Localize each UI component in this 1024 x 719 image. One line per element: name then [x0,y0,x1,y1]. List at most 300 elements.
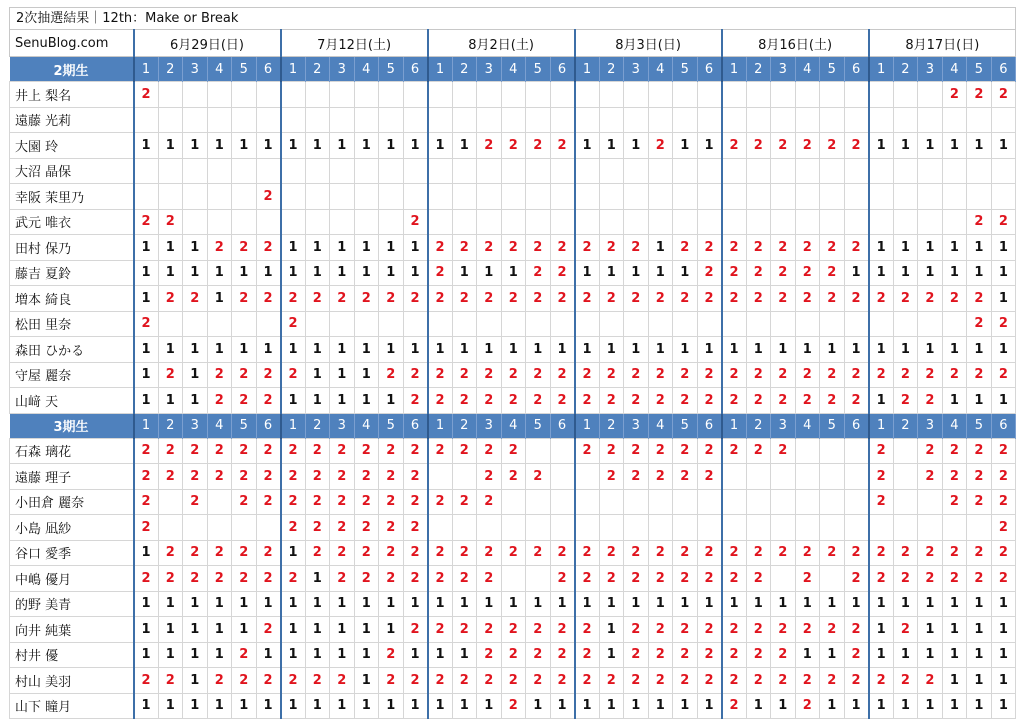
result-cell: 1 [305,566,330,592]
result-cell: 2 [158,540,183,566]
result-cell: 2 [624,438,649,464]
result-cell [893,209,918,235]
member-row [10,133,1016,159]
result-cell: 2 [697,668,722,694]
result-cell: 1 [942,642,967,668]
member-row [10,566,1016,592]
result-cell: 2 [575,617,600,643]
result-cell: 2 [599,566,624,592]
result-cell: 2 [232,235,257,261]
result-cell: 1 [281,235,306,261]
result-cell [403,184,428,210]
part-number: 3 [624,413,649,438]
result-cell [722,311,747,337]
result-cell: 1 [256,260,281,286]
result-cell [722,184,747,210]
result-cell: 1 [452,591,477,617]
result-cell [795,311,820,337]
result-cell: 2 [330,286,355,312]
result-cell: 1 [599,693,624,719]
result-cell [746,489,771,515]
result-cell: 2 [746,388,771,414]
result-cell: 2 [869,566,894,592]
member-row [10,617,1016,643]
result-cell [134,184,159,210]
result-cell [599,489,624,515]
result-cell [183,311,208,337]
result-cell: 1 [820,337,845,363]
result-cell: 1 [134,617,159,643]
result-cell: 2 [942,82,967,108]
result-cell: 2 [746,133,771,159]
result-cell: 1 [305,362,330,388]
member-row [10,642,1016,668]
result-cell: 2 [820,362,845,388]
result-cell: 1 [281,388,306,414]
result-cell [305,82,330,108]
part-number: 5 [379,413,404,438]
result-cell [673,107,698,133]
result-cell [550,107,575,133]
result-cell [330,82,355,108]
result-cell [722,464,747,490]
result-cell: 1 [844,260,869,286]
result-cell: 2 [232,438,257,464]
result-cell: 1 [599,591,624,617]
result-cell: 2 [232,668,257,694]
result-cell [697,107,722,133]
part-number: 3 [771,413,796,438]
result-cell: 2 [673,388,698,414]
result-cell: 1 [673,693,698,719]
result-cell: 1 [330,388,355,414]
result-cell: 1 [550,337,575,363]
result-cell [403,82,428,108]
part-number: 4 [795,57,820,82]
result-cell: 1 [281,540,306,566]
result-cell: 1 [281,617,306,643]
member-row [10,337,1016,363]
result-cell: 2 [477,566,502,592]
result-cell [379,158,404,184]
result-cell [207,311,232,337]
result-cell [820,311,845,337]
result-cell: 2 [134,668,159,694]
part-number: 1 [869,413,894,438]
result-cell: 1 [354,642,379,668]
result-cell: 1 [771,337,796,363]
result-cell [575,184,600,210]
result-cell: 1 [991,133,1016,159]
result-cell: 2 [844,668,869,694]
result-cell: 2 [918,540,943,566]
result-cell: 2 [379,438,404,464]
result-cell: 2 [820,668,845,694]
part-number: 5 [232,57,257,82]
result-cell [158,515,183,541]
result-cell: 1 [477,591,502,617]
part-number: 4 [648,57,673,82]
part-number: 1 [134,413,159,438]
result-cell [158,107,183,133]
result-cell: 2 [452,235,477,261]
result-cell [746,107,771,133]
result-cell [869,82,894,108]
result-cell: 1 [354,133,379,159]
member-name: 幸阪 茉里乃 [10,184,134,210]
result-cell: 2 [599,668,624,694]
result-cell [330,209,355,235]
result-cell: 1 [452,133,477,159]
result-cell: 2 [158,362,183,388]
result-cell: 1 [991,617,1016,643]
result-cell: 2 [991,489,1016,515]
result-cell [232,515,257,541]
result-cell: 1 [330,235,355,261]
result-cell [991,107,1016,133]
result-cell [501,311,526,337]
result-cell: 2 [746,362,771,388]
date-header: 8月2日(土) [428,30,575,57]
result-cell: 2 [918,464,943,490]
result-cell: 1 [207,337,232,363]
result-cell [428,184,453,210]
result-cell [795,515,820,541]
member-row [10,158,1016,184]
result-cell: 1 [942,133,967,159]
result-cell: 2 [379,362,404,388]
result-cell: 1 [624,260,649,286]
result-cell: 1 [354,337,379,363]
part-number: 3 [918,57,943,82]
result-cell: 2 [575,235,600,261]
part-number: 6 [844,413,869,438]
result-cell: 2 [575,388,600,414]
result-cell [452,82,477,108]
result-cell: 2 [526,133,551,159]
result-cell: 1 [403,260,428,286]
result-cell: 2 [477,362,502,388]
result-cell: 2 [526,235,551,261]
member-name: 向井 純葉 [10,617,134,643]
result-cell: 2 [697,388,722,414]
result-cell: 1 [820,591,845,617]
result-cell: 1 [183,388,208,414]
result-cell: 2 [820,260,845,286]
result-cell: 2 [942,286,967,312]
result-cell: 2 [428,438,453,464]
result-cell [550,438,575,464]
result-cell [967,107,992,133]
result-cell: 1 [942,693,967,719]
result-cell [477,209,502,235]
result-cell: 1 [330,642,355,668]
result-cell [305,209,330,235]
result-cell: 2 [844,286,869,312]
part-number: 5 [526,57,551,82]
result-cell: 2 [330,438,355,464]
part-number: 2 [158,57,183,82]
result-cell: 1 [967,388,992,414]
result-cell: 1 [403,337,428,363]
result-cell: 2 [158,464,183,490]
result-cell [256,209,281,235]
result-cell: 2 [795,668,820,694]
part-number: 2 [746,57,771,82]
result-cell: 2 [526,464,551,490]
result-cell: 2 [967,286,992,312]
part-number: 2 [746,413,771,438]
sheet-title: 2次抽選結果｜12th：Make or Break [9,7,1016,29]
result-cell: 1 [403,133,428,159]
result-cell: 2 [501,388,526,414]
result-cell: 2 [452,617,477,643]
result-cell: 1 [256,133,281,159]
result-cell: 1 [330,591,355,617]
result-cell: 2 [575,642,600,668]
result-cell [820,184,845,210]
part-number: 1 [575,57,600,82]
result-cell: 2 [183,489,208,515]
result-cell [207,515,232,541]
result-cell: 2 [501,693,526,719]
result-cell: 1 [967,235,992,261]
result-cell: 1 [452,260,477,286]
result-cell: 2 [207,388,232,414]
result-cell: 1 [207,591,232,617]
result-cell [477,311,502,337]
member-name: 遠藤 理子 [10,464,134,490]
result-cell: 2 [379,540,404,566]
result-cell: 2 [501,464,526,490]
result-cell: 1 [158,617,183,643]
result-cell [428,107,453,133]
result-cell [207,209,232,235]
date-header: 8月16日(土) [722,30,869,57]
result-cell [134,158,159,184]
result-cell: 2 [452,286,477,312]
group-label: 3期生 [10,413,134,438]
result-cell: 2 [624,286,649,312]
part-number: 2 [158,413,183,438]
result-cell: 1 [918,337,943,363]
result-cell: 2 [452,540,477,566]
result-cell: 1 [256,693,281,719]
result-cell: 1 [379,693,404,719]
result-cell: 2 [428,617,453,643]
result-cell [697,158,722,184]
result-cell: 2 [452,388,477,414]
result-cell: 1 [232,260,257,286]
result-cell [942,158,967,184]
result-cell: 1 [256,337,281,363]
result-cell: 1 [918,260,943,286]
result-cell: 1 [624,591,649,617]
result-cell [942,311,967,337]
result-cell [771,515,796,541]
result-cell: 2 [722,235,747,261]
result-cell [918,107,943,133]
result-cell [330,107,355,133]
member-name: 小田倉 麗奈 [10,489,134,515]
result-cell: 2 [869,540,894,566]
result-cell: 1 [599,260,624,286]
result-cell: 1 [354,693,379,719]
result-cell: 1 [648,260,673,286]
result-cell [232,158,257,184]
result-cell: 2 [281,286,306,312]
result-cell: 2 [281,464,306,490]
result-cell [477,515,502,541]
result-cell [207,107,232,133]
result-cell [232,209,257,235]
result-cell [575,82,600,108]
result-cell: 1 [183,260,208,286]
result-cell [869,209,894,235]
result-cell: 1 [550,693,575,719]
result-cell: 2 [722,438,747,464]
result-cell: 2 [991,311,1016,337]
result-cell: 1 [991,235,1016,261]
result-cell: 1 [893,693,918,719]
result-cell [550,515,575,541]
member-row [10,540,1016,566]
result-cell: 1 [330,337,355,363]
part-number: 1 [428,57,453,82]
result-cell [550,489,575,515]
result-cell: 2 [477,489,502,515]
result-cell: 1 [281,642,306,668]
result-cell [452,184,477,210]
result-cell: 2 [134,489,159,515]
result-cell: 1 [134,642,159,668]
result-cell [697,311,722,337]
result-cell: 2 [379,566,404,592]
result-cell: 2 [477,464,502,490]
result-cell: 2 [746,566,771,592]
result-cell [575,311,600,337]
result-cell: 1 [452,337,477,363]
result-cell: 2 [673,286,698,312]
result-cell [624,311,649,337]
result-cell: 1 [330,133,355,159]
result-cell: 1 [942,260,967,286]
result-cell: 2 [722,668,747,694]
result-cell: 1 [624,693,649,719]
part-number: 4 [501,57,526,82]
result-cell: 2 [452,566,477,592]
result-cell [918,209,943,235]
result-cell: 2 [428,540,453,566]
result-cell: 1 [183,642,208,668]
result-cell: 2 [893,388,918,414]
result-cell: 1 [526,693,551,719]
result-cell: 1 [893,337,918,363]
result-cell [893,489,918,515]
result-cell: 2 [967,540,992,566]
result-cell: 2 [673,540,698,566]
result-cell: 1 [967,337,992,363]
result-cell [844,82,869,108]
result-cell [403,311,428,337]
result-cell [575,158,600,184]
member-name: 小島 凪紗 [10,515,134,541]
result-cell: 2 [575,668,600,694]
result-cell [526,82,551,108]
result-cell: 1 [207,286,232,312]
result-cell: 1 [183,337,208,363]
result-cell: 2 [501,617,526,643]
result-cell [452,107,477,133]
result-cell [648,158,673,184]
result-cell [183,158,208,184]
result-cell [697,209,722,235]
part-number: 5 [967,57,992,82]
result-cell: 2 [207,438,232,464]
member-row [10,107,1016,133]
result-cell [918,311,943,337]
result-cell: 1 [869,337,894,363]
result-cell: 2 [795,617,820,643]
result-cell: 1 [403,591,428,617]
result-cell [232,184,257,210]
result-cell: 2 [771,133,796,159]
result-cell [771,489,796,515]
result-cell [648,209,673,235]
result-cell: 1 [673,337,698,363]
result-cell: 1 [795,591,820,617]
result-cell [550,464,575,490]
result-cell: 2 [550,362,575,388]
result-cell [820,515,845,541]
member-row [10,311,1016,337]
result-cell: 2 [624,642,649,668]
result-cell [428,464,453,490]
result-cell: 2 [330,464,355,490]
result-cell: 1 [942,337,967,363]
result-cell: 2 [648,668,673,694]
result-cell: 1 [428,642,453,668]
result-cell [648,82,673,108]
result-cell: 1 [403,642,428,668]
result-cell: 2 [624,235,649,261]
result-cell: 2 [893,566,918,592]
result-cell [134,107,159,133]
result-cell: 2 [991,438,1016,464]
result-cell: 2 [991,362,1016,388]
result-cell: 2 [158,438,183,464]
part-number: 1 [722,57,747,82]
result-cell: 2 [795,133,820,159]
part-number: 2 [305,413,330,438]
result-cell: 1 [942,617,967,643]
result-cell [330,184,355,210]
result-cell [428,311,453,337]
result-cell [991,158,1016,184]
result-cell: 2 [844,235,869,261]
result-cell: 2 [207,235,232,261]
result-cell: 2 [134,209,159,235]
result-cell: 2 [942,489,967,515]
result-cell: 1 [134,235,159,261]
result-cell: 1 [869,693,894,719]
result-cell: 2 [256,388,281,414]
result-cell: 2 [305,515,330,541]
result-cell: 1 [158,642,183,668]
result-cell [893,184,918,210]
part-number: 6 [550,57,575,82]
member-row [10,668,1016,694]
